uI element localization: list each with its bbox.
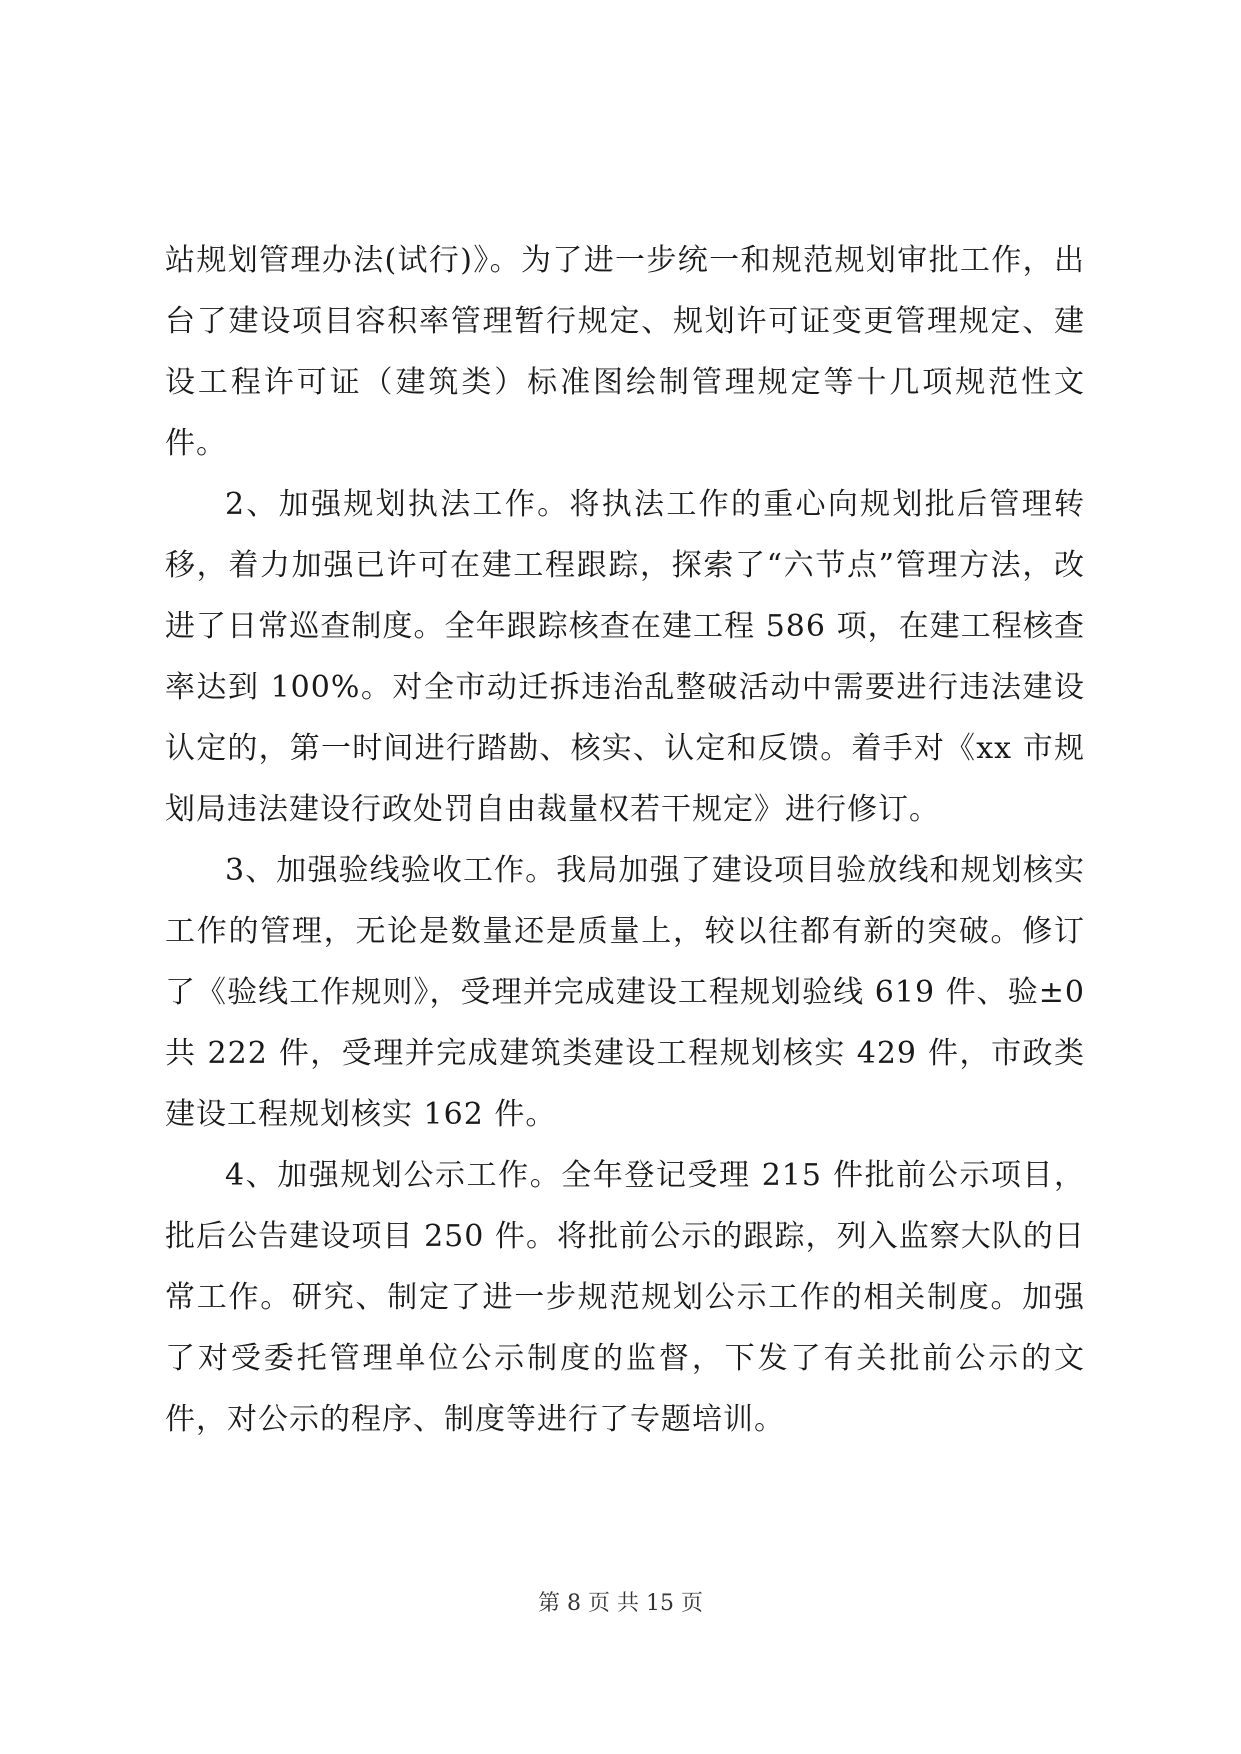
paragraph-1: 站规划管理办法(试行)》。为了进一步统一和规范规划审批工作，出台了建设项目容积率管理暂行规定、规划许可证变更管理规定、建设工程许可证（建筑类）标准图绘制管理规定等十几项规范性文件。 [165, 243, 1085, 461]
paragraph-3: 3、加强验线验收工作。我局加强了建设项目验放线和规划核实工作的管理，无论是数量还是质量上，较以往都有新的突破。修订了《验线工作规则》，受理并完成建设工程规划验线 619 件、验±0 共 222 件，受理并完成建筑类建设工程规划核实 429 件，市政类建设工程规划核实 162 件。 [165, 853, 1085, 1132]
page-footer: 第 8 页 共 15 页 [538, 1591, 703, 1616]
paragraph-4: 4、加强规划公示工作。全年登记受理 215 件批前公示项目，批后公告建设项目 250 件。将批前公示的跟踪，列入监察大队的日常工作。研究、制定了进一步规范规划公示工作的相关制度。加强了对受委托管理单位公示制度的监督，下发了有关批前公示的文件，对公示的程序、制度等进行了专题培训。 [165, 1158, 1085, 1437]
document-body [165, 230, 1085, 1450]
paragraph-2: 2、加强规划执法工作。将执法工作的重心向规划批后管理转移，着力加强已许可在建工程跟踪，探索了“六节点”管理方法，改进了日常巡查制度。全年跟踪核查在建工程 586 项，在建工程核查率达到 100%。对全市动迁拆违治乱整破活动中需要进行违法建设认定的，第一时间进行踏勘、核实、认定和反馈。着手对《xx 市规划局违法建设行政处罚自由裁量权若干规定》进行修订。 [165, 487, 1085, 827]
